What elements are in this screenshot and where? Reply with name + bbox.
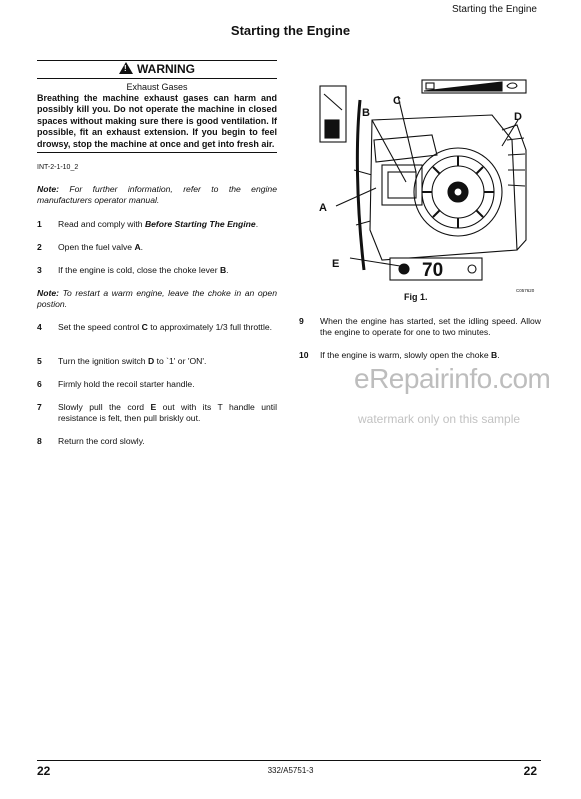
warning-subtitle: Exhaust Gases [126,82,188,92]
step-2: 2 Open the fuel valve A. [37,242,144,252]
document-code: 332/A5751-3 [267,766,314,775]
warning-box [37,60,277,153]
note-text: To restart a warm engine, leave the choke in an open postion. [37,288,277,309]
warning-triangle-icon: ! [119,62,133,74]
step-3: 3 If the engine is cold, close the choke lever B. [37,265,229,275]
engine-figure [312,80,538,293]
warning-header [37,61,277,79]
running-header: Starting the Engine [451,4,537,15]
step-1: 1 Read and comply with Before Starting The Engine. [37,219,259,229]
step-9: 9 When the engine has started, set the idling speed. Allow the engine to operate for one to two minutes. [299,316,541,337]
figure-label-d: D [514,111,522,123]
step-6: 6 Firmly hold the recoil starter handle. [37,379,195,389]
watermark-main: eRepairinfo.com [354,363,551,394]
note-restart [37,288,277,309]
figure-ref: C057620 [516,288,535,293]
step-4: 4 Set the speed control C to approximately 1/3 full throttle. [37,322,273,332]
step-10: 10 If the engine is warm, slowly open the choke B. [299,350,500,360]
page-number-right: 22 [523,764,537,778]
page-title: Starting the Engine [230,23,351,38]
note-further-info [37,184,277,205]
figure-label-b: B [362,107,370,119]
step-8: 8 Return the cord slowly. [37,436,145,446]
note-text: For further information, refer to the engine manufacturers operator manual. [37,184,277,205]
step-5: 5 Turn the ignition switch D to `1' or 'ON'. [37,356,207,366]
warning-code: INT-2-1-10_2 [37,164,79,171]
figure-label-c: C [393,95,401,107]
engine-mark: 70 [422,260,444,281]
note-label: Note: [37,184,59,194]
page-number-left: 22 [37,764,51,778]
figure-caption: Fig 1. [404,292,428,302]
note-label: Note: [37,288,59,298]
footer-divider [37,760,541,761]
figure-label-e: E [332,258,340,270]
figure-label-a: A [319,202,327,214]
step-7: 7 Slowly pull the cord E out with its T handle until resistance is felt, then pull briskly out. [37,402,277,423]
watermark-sub: watermark only on this sample [358,412,521,426]
warning-label: WARNING [137,62,195,76]
warning-text: Breathing the machine exhaust gases can harm and possibly kill you. Do not operate the machine in closed spaces without making sure there is good ventilation. If possible, fit an exhaust extension. If you begin to feel drowsy, stop the machine at once and get into fresh air. [37,93,277,149]
